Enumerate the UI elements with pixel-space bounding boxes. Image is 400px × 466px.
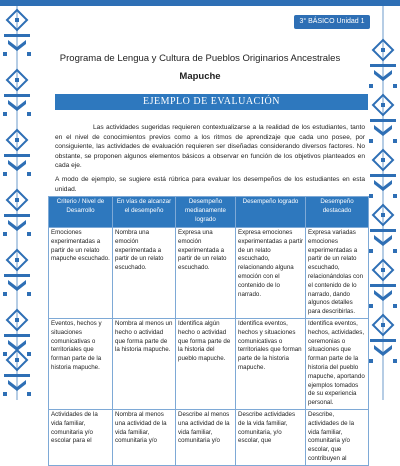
left-decorative-border bbox=[0, 0, 40, 400]
table-cell: Emociones experimentadas a partir de un relato mapuche escuchado. bbox=[49, 228, 113, 319]
table-cell: Nombra al menos un hecho o actividad que forma parte de la historia mapuche. bbox=[113, 318, 176, 409]
header-logrado: Desempeño logrado bbox=[236, 197, 306, 228]
table-cell: Eventos, hechos y situaciones comunicativas o territoriales que forman parte de la historia mapuche. bbox=[49, 318, 113, 409]
header-destacado: Desempeño destacado bbox=[306, 197, 369, 228]
table-cell: Describe al menos una actividad de la vida familiar, comunitaria y/o bbox=[176, 409, 236, 465]
evaluation-rubric-table bbox=[48, 196, 369, 466]
table-row bbox=[49, 318, 369, 409]
intro-paragraph: Las actividades sugeridas requieren contextualizarse a la realidad de los estudiantes, tanto en el nivel de conocimientos previos como a los ritmos de aprendizaje que cada uno posee, por consiguiente, las actividades de evaluación requieren ser diseñadas considerando diversos factores. No obstante, se proponen algunos elementos básicos a observar en función de los objetivos planteados en cada eje. bbox=[55, 124, 365, 170]
program-subtitle: Mapuche bbox=[179, 71, 221, 82]
section-heading: EJEMPLO DE EVALUACIÓN bbox=[55, 94, 368, 110]
grade-unit-badge: 3° BÁSICO Unidad 1 bbox=[294, 15, 370, 29]
table-cell: Nombra una emoción experimentada a partir de un relato escuchado. bbox=[113, 228, 176, 319]
table-row bbox=[49, 228, 369, 319]
header-medianamente: Desempeño medianamente logrado bbox=[176, 197, 236, 228]
header-criterio: Criterio / Nivel de Desarrollo bbox=[49, 197, 113, 228]
table-cell: Identifica algún hecho o actividad que forma parte de la historia del pueblo mapuche. bbox=[176, 318, 236, 409]
table-cell: Expresa emociones experimentadas a partir de un relato escuchado, relacionando alguna emoción con el contenido de lo narrado. bbox=[236, 228, 306, 319]
table-cell: Actividades de la vida familiar, comunitaria y/o escolar para el bbox=[49, 409, 113, 465]
rubric-intro-paragraph: A modo de ejemplo, se sugiere está rúbrica para evaluar los desempeños de los estudiantes en esta unidad. bbox=[55, 176, 365, 193]
table-cell: Expresa variadas emociones experimentadas a partir de un relato escuchado, relacionándolas con el contenido de lo narrado, dando algunos detalles para describirlas. bbox=[306, 228, 369, 319]
table-header-row bbox=[49, 197, 369, 228]
header-en-vias: En vías de alcanzar el desempeño bbox=[113, 197, 176, 228]
top-accent-bar bbox=[0, 0, 400, 6]
table-cell: Describe, actividades de la vida familiar, comunitaria y/o escolar, que contribuyen al bbox=[306, 409, 369, 465]
program-title: Programa de Lengua y Cultura de Pueblos Originarios Ancestrales bbox=[59, 53, 341, 64]
table-cell: Describe actividades de la vida familiar, comunitaria, y/o escolar, que bbox=[236, 409, 306, 465]
table-row bbox=[49, 409, 369, 465]
table-cell: Expresa una emoción experimentada a partir de un relato escuchado. bbox=[176, 228, 236, 319]
table-cell: Identifica eventos, hechos y situaciones comunicativas o territoriales que forman parte de la historia mapuche. bbox=[236, 318, 306, 409]
table-cell: Identifica eventos, hechos, actividades, ceremonias o situaciones que forman parte de la historia del pueblo mapuche, aportando ejemplos tomados de su experiencia personal. bbox=[306, 318, 369, 409]
table-cell: Nombra al menos una actividad de la vida familiar, comunitaria y/o bbox=[113, 409, 176, 465]
